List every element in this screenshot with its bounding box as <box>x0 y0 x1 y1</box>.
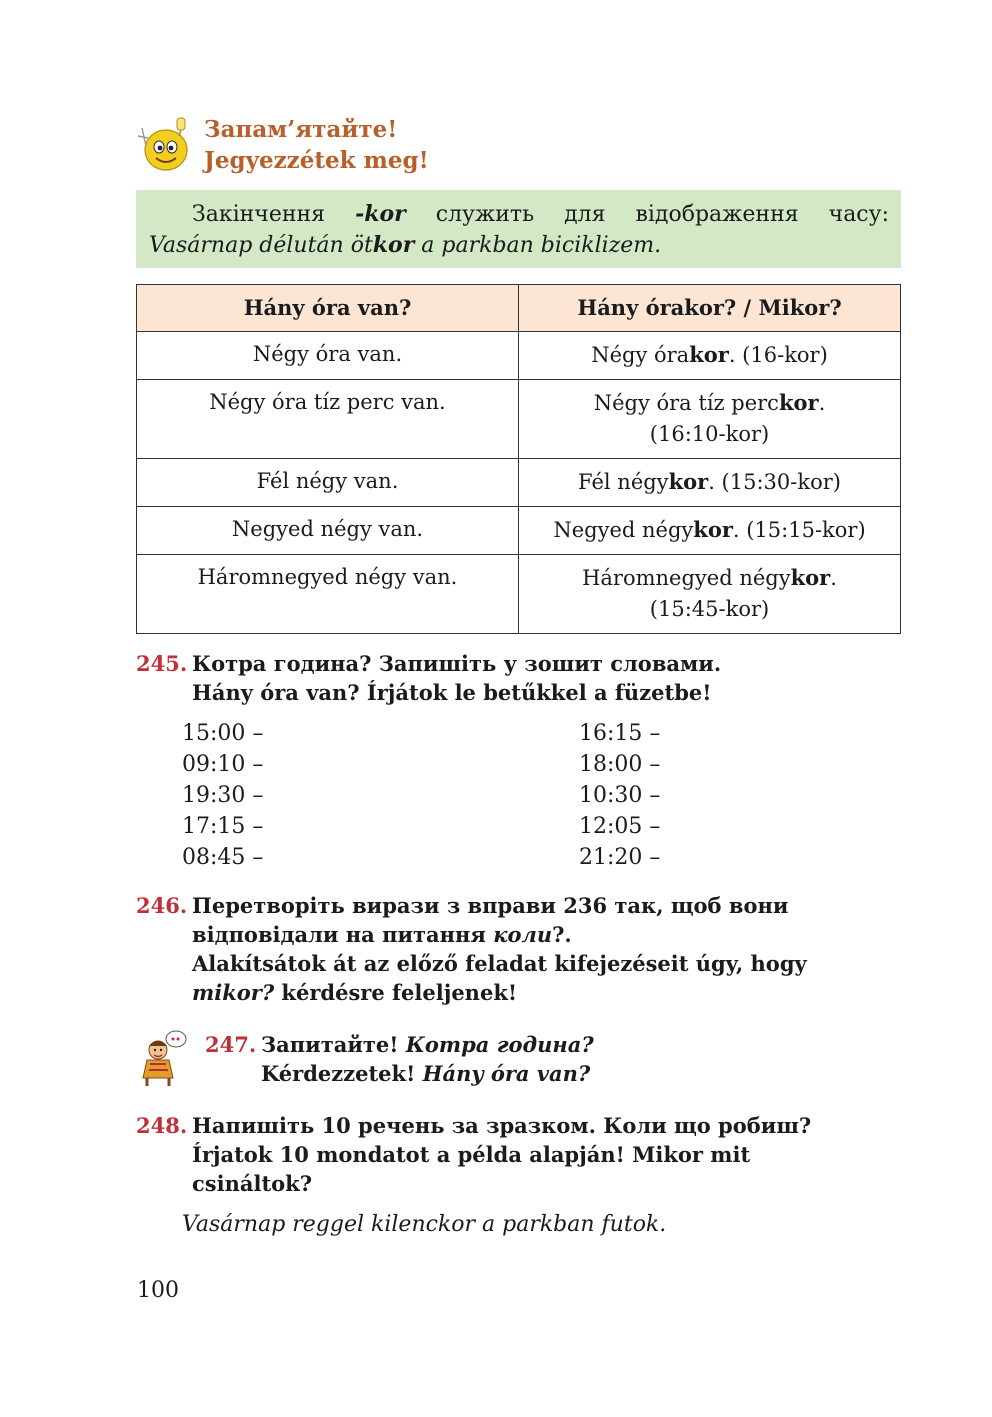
exercise-text-uk: Запитайте! Котра година? <box>261 1032 594 1057</box>
list-item: 21:20 – <box>579 845 661 870</box>
remember-heading <box>204 114 429 176</box>
rule-note-example: Vasárnap délután ötkor a parkban biciklizem. <box>149 232 662 258</box>
times-left-column <box>182 718 263 873</box>
list-item: 10:30 – <box>579 783 661 808</box>
list-item: 17:15 – <box>182 814 264 839</box>
list-item: 19:30 – <box>182 783 264 808</box>
exercise-text: Alakítsátok át az előző feladat kifejezéseit úgy, hogy <box>192 951 807 976</box>
exercise-247 <box>205 1030 594 1086</box>
example-sentence: Vasárnap reggel kilenckor a parkban futok. <box>182 1212 667 1237</box>
list-item: 16:15 – <box>579 721 661 746</box>
table-cell: Négy óra tíz perc van. <box>137 380 519 459</box>
time-table <box>136 284 901 634</box>
table-row <box>137 555 901 634</box>
exercise-number: 248. <box>136 1113 188 1138</box>
list-item: 08:45 – <box>182 845 264 870</box>
table-cell: Háromnegyed négy van. <box>137 555 519 634</box>
table-cell: Négy óra tíz perckor. (16:10-kor) <box>519 380 901 459</box>
exercise-text-hu: Kérdezzetek! Hány óra van? <box>261 1061 591 1086</box>
exercise-number: 245. <box>136 651 188 676</box>
table-cell: Fél négy van. <box>137 459 519 507</box>
table-cell: Negyed négy van. <box>137 507 519 555</box>
remember-title-hu: Jegyezzétek meg! <box>204 147 429 174</box>
table-cell: Negyed négykor. (15:15-kor) <box>519 507 901 555</box>
table-cell: Négy óra van. <box>137 332 519 380</box>
suffix-kor: -kor <box>355 201 406 227</box>
exercise-text-hu: Hány óra van? Írjátok le betűkkel a füzetbe! <box>192 680 712 705</box>
column-header: Hány órakor? / Mikor? <box>519 285 901 332</box>
exercise-text: csináltok? <box>192 1171 313 1196</box>
exercise-text-uk: Котра година? Запишіть у зошит словами. <box>192 651 722 676</box>
exercise-number: 246. <box>136 893 188 918</box>
exercise-text: відповідали на питання коли?. <box>192 922 572 947</box>
talking-child-icon <box>138 1030 188 1088</box>
table-row <box>137 459 901 507</box>
table-row <box>137 507 901 555</box>
list-item: 12:05 – <box>579 814 661 839</box>
list-item: 09:10 – <box>182 752 264 777</box>
exercise-248 <box>136 1111 812 1196</box>
lightbulb-smiley-icon <box>136 116 194 174</box>
exercise-text: Напишіть 10 речень за зразком. Коли що робиш? <box>192 1113 812 1138</box>
table-cell: Négy órakor. (16-kor) <box>519 332 901 380</box>
rule-note <box>136 190 901 268</box>
times-right-column <box>579 718 660 873</box>
table-cell: Háromnegyed négykor. (15:45-kor) <box>519 555 901 634</box>
table-header-row <box>137 285 901 332</box>
exercise-text: Írjatok 10 mondatot a példa alapján! Mikor mit <box>192 1142 751 1167</box>
exercise-245 <box>136 649 722 705</box>
list-item: 15:00 – <box>182 721 264 746</box>
table-row <box>137 380 901 459</box>
table-cell: Fél négykor. (15:30-kor) <box>519 459 901 507</box>
list-item: 18:00 – <box>579 752 661 777</box>
column-header: Hány óra van? <box>137 285 519 332</box>
exercise-246 <box>136 891 807 1005</box>
exercise-text: mikor? kérdésre feleljenek! <box>192 980 518 1005</box>
exercise-number: 247. <box>205 1032 257 1057</box>
page-number: 100 <box>137 1278 179 1303</box>
exercise-text: Перетворіть вирази з вправи 236 так, щоб вони <box>192 893 789 918</box>
rule-note-line1: Закінчення -kor служить для відображення часу: <box>192 201 889 227</box>
remember-title-uk: Запам’ятайте! <box>204 116 398 143</box>
table-row <box>137 332 901 380</box>
